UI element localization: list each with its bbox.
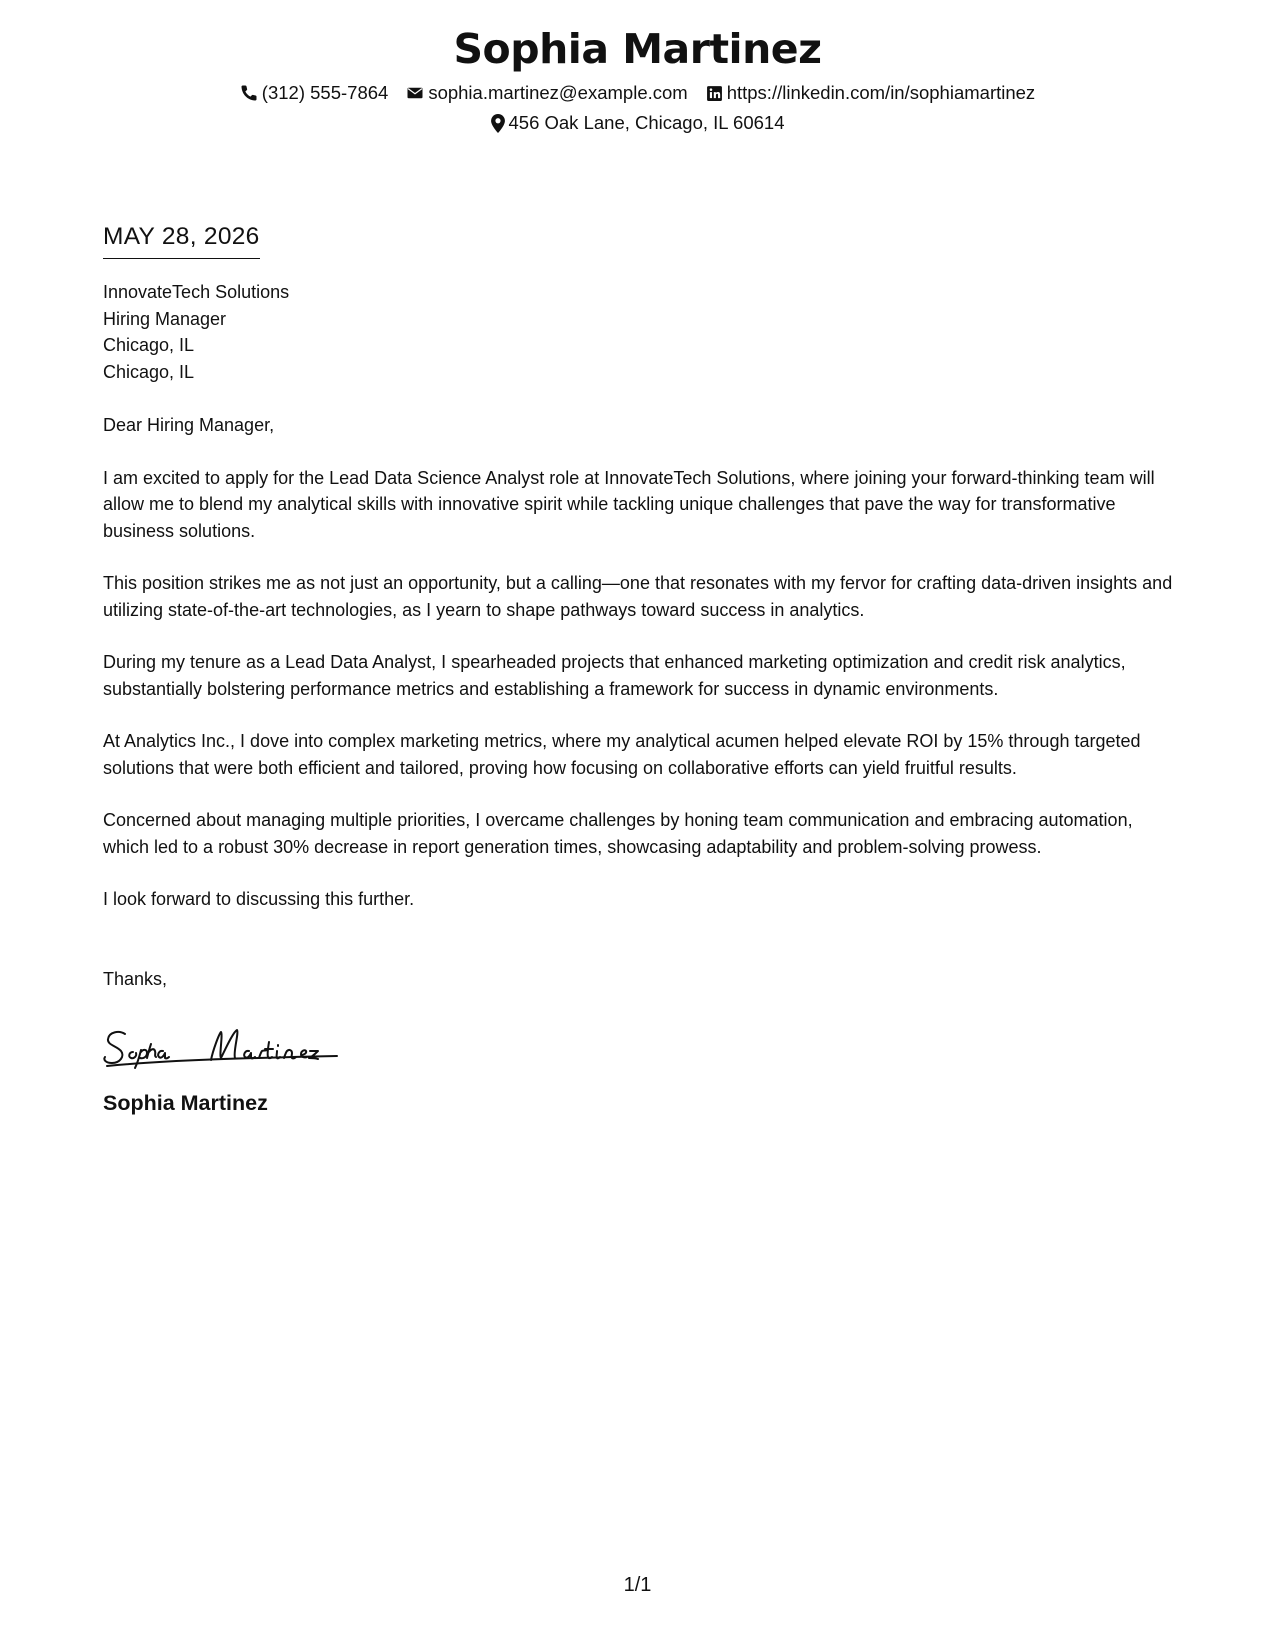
recipient-block — [103, 279, 1178, 385]
recipient-city: Chicago, IL — [103, 335, 195, 355]
sign-off: Thanks, — [103, 968, 168, 989]
body-paragraph: During my tenure as a Lead Data Analyst, I spearheaded projects that enhanced marketing optimization and credit risk analytics, substantially bolstering performance metrics and establishing a framework for success in dynamic environments. — [103, 652, 1126, 699]
salutation: Dear Hiring Manager, — [103, 415, 275, 435]
phone-contact — [240, 78, 389, 108]
letter-date: MAY 28, 2026 — [103, 222, 260, 259]
body-paragraph: Concerned about managing multiple priorities, I overcame challenges by honing team communication and embracing automation, which led to a robust 30% decrease in report generation times, showcasing adaptability and problem-solving prowess. — [103, 810, 1133, 857]
address-line — [0, 108, 1275, 138]
phone-icon — [240, 84, 258, 102]
email-link[interactable]: sophia.martinez@example.com — [428, 82, 688, 103]
letter-header — [0, 20, 1275, 138]
linkedin-icon — [706, 85, 723, 102]
letter-body — [103, 222, 1178, 1118]
closing-line: I look forward to discussing this further. — [103, 889, 415, 909]
body-paragraph: At Analytics Inc., I dove into complex marketing metrics, where my analytical acumen helped elevate ROI by 15% through targeted solutions that were both efficient and tailored, proving how focusing on collaborative efforts can yield fruitful results. — [103, 731, 1141, 778]
body-paragraph: I am excited to apply for the Lead Data Science Analyst role at InnovateTech Solutions, where joining your forward-thinking team will allow me to blend my analytical skills with innovative spirit while tackling unique challenges that pave the way for transformative business solutions. — [103, 467, 1155, 541]
applicant-name: Sophia Martinez — [453, 25, 822, 73]
body-paragraph: This position strikes me as not just an opportunity, but a calling—one that resonates with my fervor for crafting data-driven insights and utilizing state-of-the-art technologies, as I yearn to shape pathways toward success in analytics. — [103, 573, 1173, 620]
recipient-company: InnovateTech Solutions — [103, 282, 290, 302]
linkedin-contact — [706, 78, 1035, 108]
envelope-icon — [406, 84, 424, 102]
signer-name: Sophia Martinez — [103, 1091, 268, 1115]
address-contact — [491, 108, 785, 138]
email-contact — [406, 78, 687, 108]
map-pin-icon — [491, 114, 505, 133]
handwritten-signature — [103, 1022, 1178, 1072]
recipient-title: Hiring Manager — [103, 308, 227, 329]
recipient-city-repeat: Chicago, IL — [103, 361, 195, 382]
linkedin-link[interactable]: https://linkedin.com/in/sophiamartinez — [726, 82, 1036, 103]
phone-number: (312) 555-7864 — [261, 82, 389, 103]
contact-line — [0, 78, 1275, 108]
address-text: 456 Oak Lane, Chicago, IL 60614 — [508, 112, 785, 133]
page-number: 1/1 — [623, 1574, 652, 1596]
